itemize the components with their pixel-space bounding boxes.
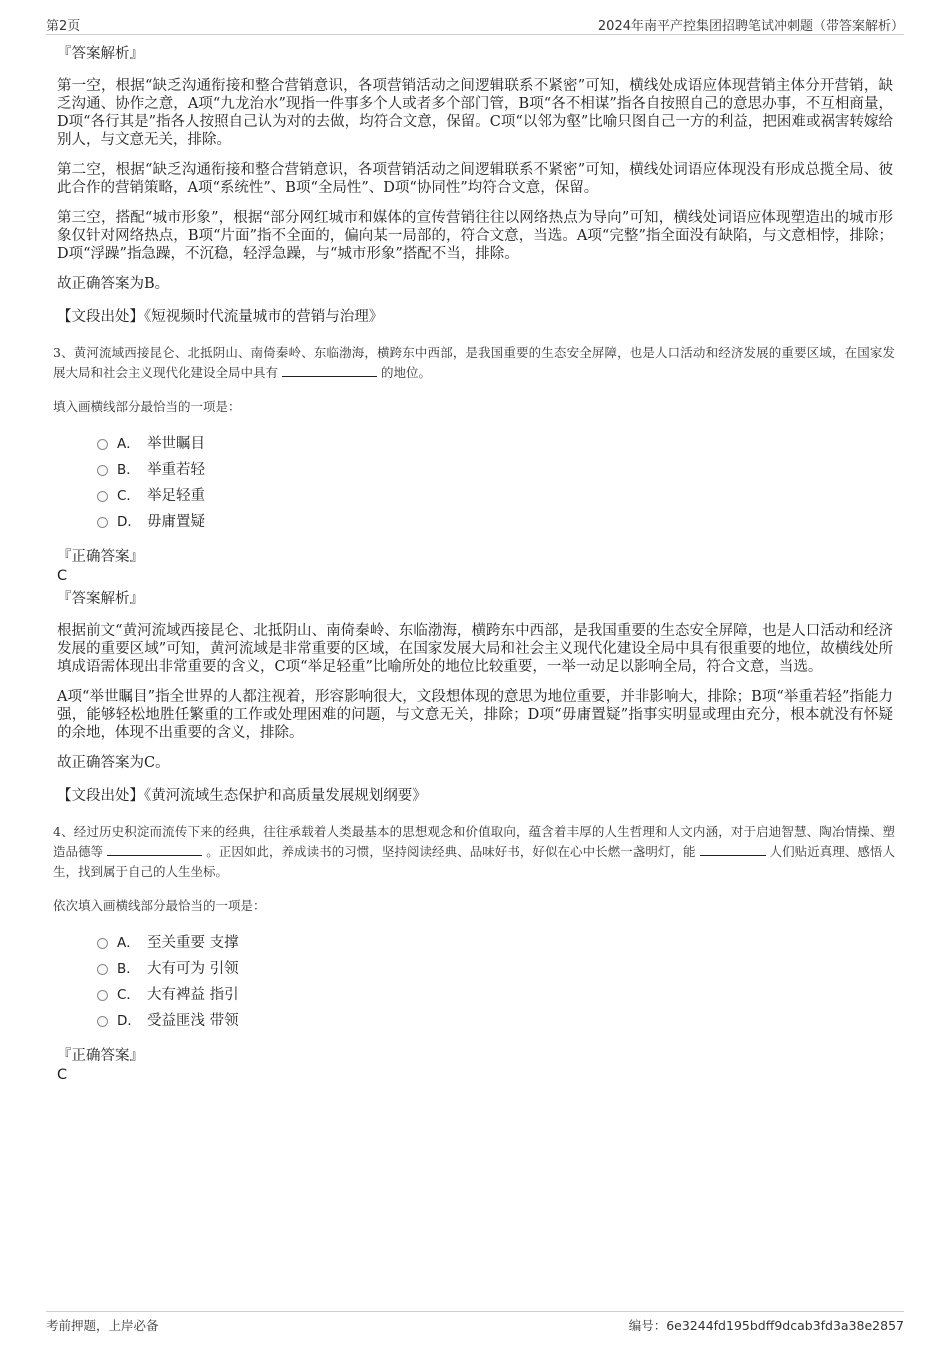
options-list	[97, 930, 893, 1034]
radio-icon[interactable]	[97, 1016, 108, 1027]
question-stem: 4、经过历史积淀而流传下来的经典，往往承载着人类最基本的思想观念和价值取向，蕴含着丰厚的人生哲理和人文内涵，对于启迪智慧、陶冶情操、塑造品德等 。正因如此，养成读书的习惯，坚持阅读经典、品味好书，好似在心中长燃一盏明灯，能 人们贴近真理、感悟人生，找到属于自己的人生坐标。	[53, 824, 895, 879]
question-4	[53, 822, 895, 1084]
question-3	[53, 343, 895, 806]
option-c[interactable]: C． 大有裨益 指引	[97, 982, 893, 1008]
option-a[interactable]: A． 至关重要 支撑	[97, 930, 893, 956]
option-b[interactable]: B． 举重若轻	[97, 457, 893, 483]
radio-icon[interactable]	[97, 990, 108, 1001]
page-footer	[46, 1311, 904, 1332]
radio-icon[interactable]	[97, 465, 108, 476]
correct-answer: C	[57, 1067, 68, 1083]
question-2-analysis	[57, 44, 893, 327]
analysis-conclusion: 故正确答案为C。	[57, 755, 170, 771]
option-d[interactable]: D． 受益匪浅 带领	[97, 1008, 893, 1034]
analysis-conclusion: 故正确答案为B。	[57, 276, 170, 292]
option-b[interactable]: B． 大有可为 引领	[97, 956, 893, 982]
analysis-label: 『答案解析』	[57, 591, 144, 607]
option-d[interactable]: D． 毋庸置疑	[97, 509, 893, 535]
radio-icon[interactable]	[97, 938, 108, 949]
correct-answer-label: 『正确答案』	[57, 1048, 144, 1064]
analysis-paragraph: 第二空，根据“缺乏沟通衔接和整合营销意识，各项营销活动之间逻辑联系不紧密”可知，横线处词语应体现没有形成总揽全局、彼此合作的营销策略，A项“系统性”、B项“全局性”、D项“协同性”均符合文意，保留。	[57, 162, 893, 196]
analysis-paragraph: 根据前文“黄河流域西接昆仑、北抵阴山、南倚秦岭、东临渤海，横跨东中西部，是我国重要的生态安全屏障，也是人口活动和经济发展的重要区域”可知，黄河流域是非常重要的区域，在国家发展大局和社会主义现代化建设全局中具有很重要的地位，故横线处所填成语需体现出非常重要的含义，C项“举足轻重”比喻所处的地位比较重要，一举一动足以影响全局，符合文意，当选。	[57, 623, 893, 675]
fill-blank	[107, 843, 202, 856]
radio-icon[interactable]	[97, 491, 108, 502]
analysis-paragraph: 第三空，搭配“城市形象”，根据“部分网红城市和媒体的宣传营销往往以网络热点为导向”可知，横线处词语应体现塑造出的城市形象仅针对网络热点，B项“片面”指不全面的，偏向某一局部的，符合文意，当选。A项“完整”指全面没有缺陷，与文意相悖，排除；D项“浮躁”指急躁，不沉稳，轻浮急躁，与“城市形象”搭配不当，排除。	[57, 210, 893, 262]
document-code: 编号：6e3244fd195bdff9dcab3fd3a38e2857	[628, 1318, 904, 1333]
passage-source: 【文段出处】《短视频时代流量城市的营销与治理》	[57, 309, 384, 325]
page-number: 第2页	[46, 19, 81, 34]
passage-source: 【文段出处】《黄河流域生态保护和高质量发展规划纲要》	[57, 788, 427, 804]
page-header	[46, 14, 904, 35]
question-stem: 3、黄河流域西接昆仑、北抵阴山、南倚秦岭、东临渤海，横跨东中西部，是我国重要的生态安全屏障，也是人口活动和经济发展的重要区域，在国家发展大局和社会主义现代化建设全局中具有 的地位。	[53, 345, 895, 380]
fill-blank	[700, 843, 766, 856]
radio-icon[interactable]	[97, 517, 108, 528]
radio-icon[interactable]	[97, 964, 108, 975]
analysis-label: 『答案解析』	[57, 46, 144, 62]
analysis-paragraph: 第一空，根据“缺乏沟通衔接和整合营销意识，各项营销活动之间逻辑联系不紧密”可知，横线处成语应体现营销主体分开营销，缺乏沟通、协作之意，A项“九龙治水”现指一件事多个人或者多个部门管，B项“各不相谋”指各自按照自己的意思办事，不互相商量，D项“各行其是”指各人按照自己认为对的去做，均符合文意，保留。C项“以邻为壑”比喻只图自己一方的利益，把困难或祸害转嫁给别人，与文意无关，排除。	[57, 78, 893, 148]
correct-answer-label: 『正确答案』	[57, 549, 144, 565]
options-list	[97, 431, 893, 535]
document-title: 2024年南平产控集团招聘笔试冲刺题（带答案解析）	[597, 19, 904, 34]
correct-answer: C	[57, 568, 68, 584]
radio-icon[interactable]	[97, 439, 108, 450]
option-c[interactable]: C． 举足轻重	[97, 483, 893, 509]
fill-blank	[282, 364, 377, 377]
option-a[interactable]: A． 举世瞩目	[97, 431, 893, 457]
page-content	[53, 44, 895, 1088]
question-instruction: 依次填入画横线部分最恰当的一项是：	[53, 898, 266, 913]
analysis-paragraph: A项“举世瞩目”指全世界的人都注视着，形容影响很大，文段想体现的意思为地位重要，并非影响大，排除；B项“举重若轻”指能力强，能够轻松地胜任繁重的工作或处理困难的问题，与文意无关，排除；D项“毋庸置疑”指事实明显或理由充分，根本就没有怀疑的余地，体现不出重要的含义，排除。	[57, 689, 893, 741]
footer-slogan: 考前押题，上岸必备	[46, 1318, 159, 1333]
question-instruction: 填入画横线部分最恰当的一项是：	[53, 399, 241, 414]
